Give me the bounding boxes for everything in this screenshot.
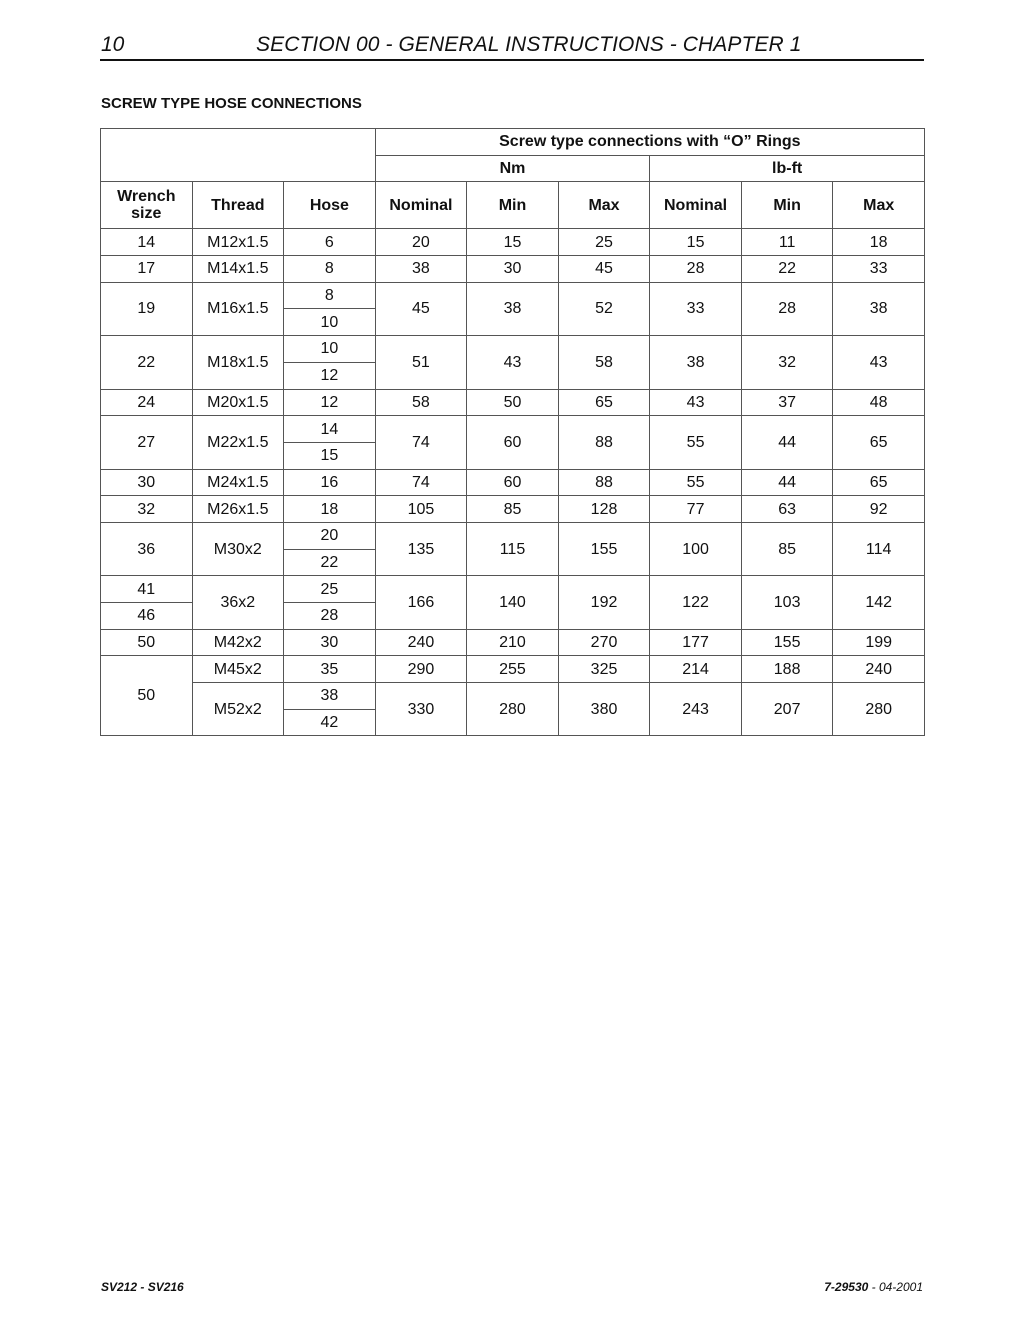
thread-cell: M30x2 xyxy=(192,522,284,575)
thread-cell: M24x1.5 xyxy=(192,469,284,496)
lbft-nominal-cell: 28 xyxy=(650,256,742,283)
nm-min-cell: 50 xyxy=(467,389,559,416)
hose-cell: 10 xyxy=(284,309,376,336)
hose-cell: 15 xyxy=(284,442,376,469)
nm-min-cell: 15 xyxy=(467,229,559,256)
nm-nominal-cell: 166 xyxy=(375,576,467,629)
unit-lbft-header: lb-ft xyxy=(650,155,925,182)
col-lbft-max: Max xyxy=(833,182,925,229)
nm-nominal-cell: 240 xyxy=(375,629,467,656)
wrench-cell: 22 xyxy=(101,336,193,389)
nm-max-cell: 380 xyxy=(558,683,650,736)
table-row xyxy=(101,256,925,283)
table-row xyxy=(101,389,925,416)
thread-cell: M16x1.5 xyxy=(192,282,284,335)
thread-cell: M52x2 xyxy=(192,683,284,736)
nm-min-cell: 30 xyxy=(467,256,559,283)
nm-nominal-cell: 74 xyxy=(375,469,467,496)
wrench-cell: 19 xyxy=(101,282,193,335)
nm-nominal-cell: 105 xyxy=(375,496,467,523)
lbft-min-cell: 63 xyxy=(741,496,833,523)
unit-nm-header: Nm xyxy=(375,155,650,182)
table-row xyxy=(101,282,925,309)
nm-max-cell: 88 xyxy=(558,416,650,469)
nm-nominal-cell: 290 xyxy=(375,656,467,683)
lbft-min-cell: 28 xyxy=(741,282,833,335)
hose-cell: 28 xyxy=(284,603,376,630)
wrench-cell: 32 xyxy=(101,496,193,523)
hose-cell: 16 xyxy=(284,469,376,496)
thread-cell: M45x2 xyxy=(192,656,284,683)
lbft-nominal-cell: 177 xyxy=(650,629,742,656)
wrench-cell: 30 xyxy=(101,469,193,496)
lbft-max-cell: 65 xyxy=(833,469,925,496)
col-lbft-min: Min xyxy=(741,182,833,229)
hose-cell: 12 xyxy=(284,362,376,389)
col-lbft-nominal: Nominal xyxy=(650,182,742,229)
nm-max-cell: 65 xyxy=(558,389,650,416)
lbft-min-cell: 22 xyxy=(741,256,833,283)
nm-min-cell: 60 xyxy=(467,416,559,469)
footer-date: - 04-2001 xyxy=(868,1280,923,1294)
table-row xyxy=(101,229,925,256)
table-row xyxy=(101,576,925,603)
lbft-min-cell: 11 xyxy=(741,229,833,256)
nm-max-cell: 155 xyxy=(558,522,650,575)
lbft-max-cell: 33 xyxy=(833,256,925,283)
lbft-nominal-cell: 100 xyxy=(650,522,742,575)
lbft-max-cell: 65 xyxy=(833,416,925,469)
hose-cell: 20 xyxy=(284,522,376,549)
nm-nominal-cell: 135 xyxy=(375,522,467,575)
table-row xyxy=(101,656,925,683)
col-nm-max: Max xyxy=(558,182,650,229)
lbft-min-cell: 188 xyxy=(741,656,833,683)
lbft-max-cell: 43 xyxy=(833,336,925,389)
hose-cell: 42 xyxy=(284,709,376,736)
nm-max-cell: 88 xyxy=(558,469,650,496)
lbft-max-cell: 199 xyxy=(833,629,925,656)
torque-table xyxy=(100,128,925,736)
table-row xyxy=(101,683,925,710)
lbft-max-cell: 48 xyxy=(833,389,925,416)
lbft-min-cell: 44 xyxy=(741,416,833,469)
hose-cell: 30 xyxy=(284,629,376,656)
nm-nominal-cell: 45 xyxy=(375,282,467,335)
lbft-nominal-cell: 214 xyxy=(650,656,742,683)
lbft-nominal-cell: 15 xyxy=(650,229,742,256)
nm-min-cell: 85 xyxy=(467,496,559,523)
thread-cell: M18x1.5 xyxy=(192,336,284,389)
lbft-nominal-cell: 38 xyxy=(650,336,742,389)
wrench-cell: 50 xyxy=(101,629,193,656)
hose-cell: 8 xyxy=(284,256,376,283)
hose-cell: 35 xyxy=(284,656,376,683)
header-rule xyxy=(100,59,924,61)
wrench-cell: 46 xyxy=(101,603,193,630)
table-row xyxy=(101,469,925,496)
thread-cell: M26x1.5 xyxy=(192,496,284,523)
nm-min-cell: 210 xyxy=(467,629,559,656)
lbft-max-cell: 114 xyxy=(833,522,925,575)
nm-nominal-cell: 330 xyxy=(375,683,467,736)
nm-min-cell: 60 xyxy=(467,469,559,496)
lbft-max-cell: 142 xyxy=(833,576,925,629)
lbft-min-cell: 85 xyxy=(741,522,833,575)
wrench-cell: 27 xyxy=(101,416,193,469)
col-nm-min: Min xyxy=(467,182,559,229)
lbft-nominal-cell: 33 xyxy=(650,282,742,335)
nm-min-cell: 280 xyxy=(467,683,559,736)
page-header-title: SECTION 00 - GENERAL INSTRUCTIONS - CHAPTER 1 xyxy=(256,33,802,56)
table-row xyxy=(101,629,925,656)
table-row xyxy=(101,496,925,523)
thread-cell: M12x1.5 xyxy=(192,229,284,256)
lbft-max-cell: 240 xyxy=(833,656,925,683)
blank-header-cell xyxy=(101,129,376,182)
nm-max-cell: 45 xyxy=(558,256,650,283)
nm-min-cell: 115 xyxy=(467,522,559,575)
nm-nominal-cell: 51 xyxy=(375,336,467,389)
lbft-nominal-cell: 55 xyxy=(650,416,742,469)
hose-cell: 14 xyxy=(284,416,376,443)
thread-cell: M14x1.5 xyxy=(192,256,284,283)
hose-cell: 38 xyxy=(284,683,376,710)
nm-max-cell: 25 xyxy=(558,229,650,256)
column-header-row xyxy=(101,182,925,229)
col-wrench-size: Wrench size xyxy=(101,182,193,229)
nm-nominal-cell: 38 xyxy=(375,256,467,283)
lbft-min-cell: 32 xyxy=(741,336,833,389)
nm-min-cell: 140 xyxy=(467,576,559,629)
wrench-cell: 14 xyxy=(101,229,193,256)
table-header-row xyxy=(101,129,925,156)
lbft-max-cell: 280 xyxy=(833,683,925,736)
nm-max-cell: 128 xyxy=(558,496,650,523)
lbft-min-cell: 44 xyxy=(741,469,833,496)
hose-cell: 22 xyxy=(284,549,376,576)
group-header: Screw type connections with “O” Rings xyxy=(375,129,924,156)
nm-nominal-cell: 74 xyxy=(375,416,467,469)
lbft-min-cell: 155 xyxy=(741,629,833,656)
hose-cell: 6 xyxy=(284,229,376,256)
wrench-cell: 24 xyxy=(101,389,193,416)
lbft-nominal-cell: 77 xyxy=(650,496,742,523)
thread-cell: M20x1.5 xyxy=(192,389,284,416)
wrench-cell: 50 xyxy=(101,656,193,736)
lbft-max-cell: 38 xyxy=(833,282,925,335)
lbft-nominal-cell: 43 xyxy=(650,389,742,416)
nm-max-cell: 58 xyxy=(558,336,650,389)
table-row xyxy=(101,416,925,443)
wrench-cell: 41 xyxy=(101,576,193,603)
nm-nominal-cell: 58 xyxy=(375,389,467,416)
table-row xyxy=(101,336,925,363)
lbft-min-cell: 207 xyxy=(741,683,833,736)
table-row xyxy=(101,522,925,549)
nm-nominal-cell: 20 xyxy=(375,229,467,256)
nm-max-cell: 52 xyxy=(558,282,650,335)
lbft-nominal-cell: 55 xyxy=(650,469,742,496)
hose-cell: 8 xyxy=(284,282,376,309)
nm-min-cell: 255 xyxy=(467,656,559,683)
page-number: 10 xyxy=(101,33,125,56)
col-nm-nominal: Nominal xyxy=(375,182,467,229)
nm-max-cell: 325 xyxy=(558,656,650,683)
thread-cell: M42x2 xyxy=(192,629,284,656)
lbft-min-cell: 103 xyxy=(741,576,833,629)
thread-cell: 36x2 xyxy=(192,576,284,629)
hose-cell: 25 xyxy=(284,576,376,603)
footer-doc-info xyxy=(824,1280,923,1294)
nm-max-cell: 192 xyxy=(558,576,650,629)
col-thread: Thread xyxy=(192,182,284,229)
lbft-min-cell: 37 xyxy=(741,389,833,416)
footer-models: SV212 - SV216 xyxy=(101,1280,184,1294)
nm-min-cell: 38 xyxy=(467,282,559,335)
lbft-max-cell: 18 xyxy=(833,229,925,256)
wrench-cell: 36 xyxy=(101,522,193,575)
lbft-nominal-cell: 243 xyxy=(650,683,742,736)
thread-cell: M22x1.5 xyxy=(192,416,284,469)
hose-cell: 18 xyxy=(284,496,376,523)
lbft-max-cell: 92 xyxy=(833,496,925,523)
wrench-cell: 17 xyxy=(101,256,193,283)
nm-min-cell: 43 xyxy=(467,336,559,389)
section-title: SCREW TYPE HOSE CONNECTIONS xyxy=(101,95,362,112)
col-hose: Hose xyxy=(284,182,376,229)
hose-cell: 12 xyxy=(284,389,376,416)
lbft-nominal-cell: 122 xyxy=(650,576,742,629)
hose-cell: 10 xyxy=(284,336,376,363)
footer-doc-number: 7-29530 xyxy=(824,1280,869,1294)
nm-max-cell: 270 xyxy=(558,629,650,656)
